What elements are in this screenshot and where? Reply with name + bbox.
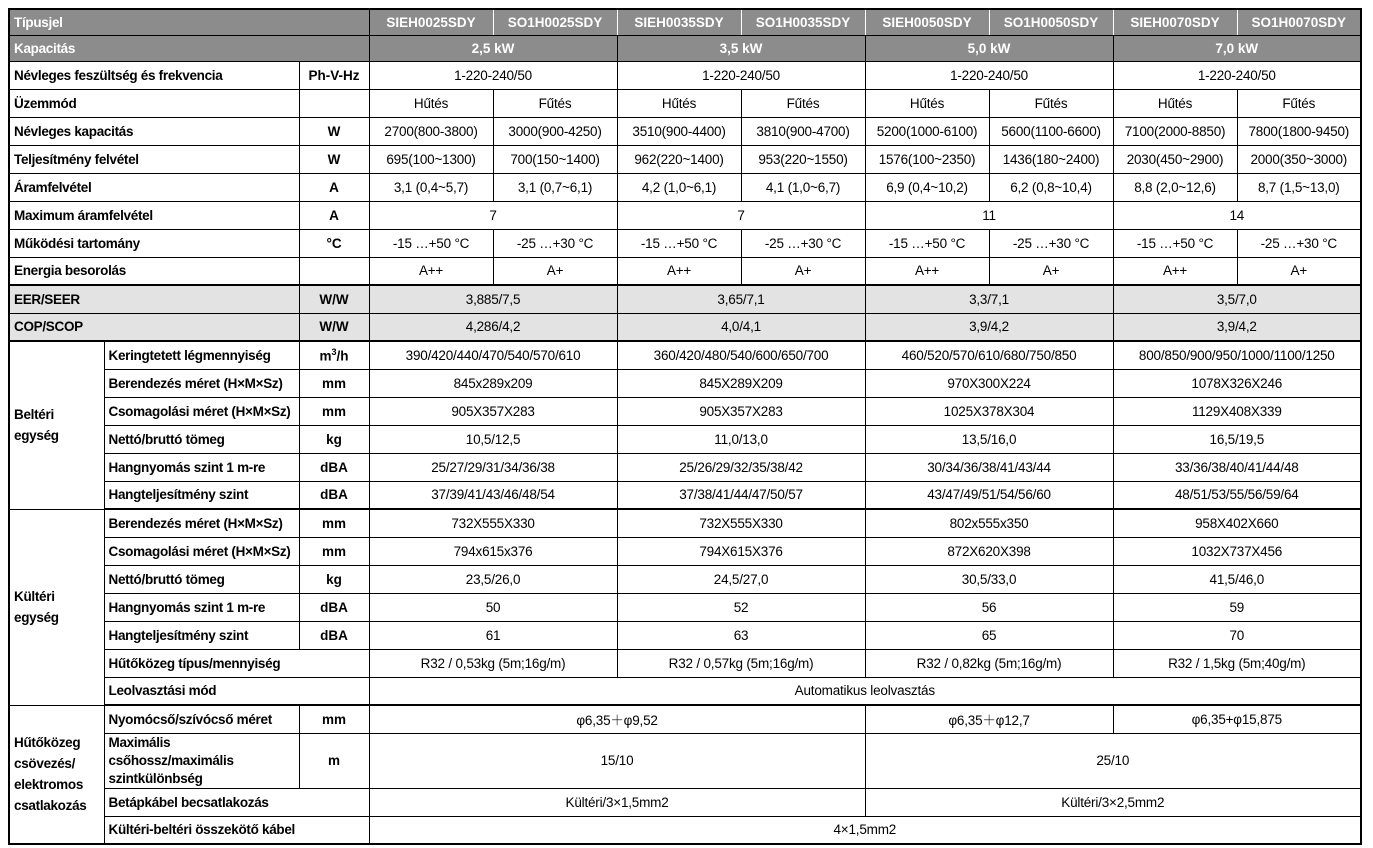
cell-value: 2700(800-3800) (369, 117, 493, 145)
model-name: SIEH0050SDY (865, 9, 989, 35)
table-row (9, 425, 1361, 453)
unit-tail: /h (336, 348, 349, 364)
model-name: SIEH0070SDY (1113, 9, 1237, 35)
row-unit: Ph-V-Hz (299, 61, 369, 89)
cell-value: 30,5/33,0 (865, 565, 1113, 593)
cell-value: 3810(900-4700) (741, 117, 865, 145)
cell-value: 700(150~1400) (493, 145, 617, 173)
cell-value: 4×1,5mm2 (369, 816, 1361, 844)
table-row (9, 369, 1361, 397)
group-label-piping: Hűtőközeg csövezés/ elektromos csatlakozás (9, 705, 104, 844)
row-label: Nyomócső/szívócső méret (104, 705, 299, 733)
cell-value: 390/420/440/470/540/570/610 (369, 341, 617, 369)
table-row (9, 593, 1361, 621)
cell-value: 24,5/27,0 (617, 565, 865, 593)
cell-value: 7 (369, 201, 617, 229)
cell-value: 1078X326X246 (1113, 369, 1361, 397)
row-unit: A (299, 173, 369, 201)
row-label: Betápkábel becsatlakozás (104, 788, 369, 816)
table-row (9, 117, 1361, 145)
row-label: Berendezés méret (H×M×Sz) (104, 509, 299, 537)
cell-value: 15/10 (369, 733, 865, 788)
cell-value: Fűtés (741, 89, 865, 117)
cell-value: R32 / 0,53kg (5m;16g/m) (369, 649, 617, 677)
group-label-indoor: Beltéri egység (9, 341, 104, 509)
row-label: Maximális csőhossz/maximális szintkülönbség (104, 733, 299, 788)
cell-value: 794x615x376 (369, 537, 617, 565)
row-unit: dBA (299, 453, 369, 481)
capacity-row (9, 35, 1361, 61)
cell-value: Automatikus leolvasztás (369, 677, 1361, 705)
model-name: SIEH0025SDY (369, 9, 493, 35)
model-name: SO1H0070SDY (1237, 9, 1361, 35)
cell-value: 800/850/900/950/1000/1100/1250 (1113, 341, 1361, 369)
row-unit: mm (299, 705, 369, 733)
cell-value: -25 …+30 °C (741, 229, 865, 257)
type-label: Típusjel (9, 9, 369, 35)
cell-value: 905X357X283 (369, 397, 617, 425)
cell-value: 25/10 (865, 733, 1361, 788)
row-label: Energia besorolás (9, 257, 299, 285)
table-row (9, 341, 1361, 369)
table-row (9, 229, 1361, 257)
row-label: Csomagolási méret (H×M×Sz) (104, 397, 299, 425)
cell-value: 3,885/7,5 (369, 285, 617, 313)
row-unit (299, 89, 369, 117)
cell-value: 732X555X330 (369, 509, 617, 537)
cell-value: 695(100~1300) (369, 145, 493, 173)
cell-value: 52 (617, 593, 865, 621)
capacity-value: 2,5 kW (369, 35, 617, 61)
table-row (9, 509, 1361, 537)
cell-value: 56 (865, 593, 1113, 621)
cell-value: Hűtés (617, 89, 741, 117)
cell-value: 360/420/480/540/600/650/700 (617, 341, 865, 369)
cell-value: 65 (865, 621, 1113, 649)
row-unit: kg (299, 565, 369, 593)
table-row (9, 649, 1361, 677)
cell-value: 11,0/13,0 (617, 425, 865, 453)
row-label: Névleges kapacitás (9, 117, 299, 145)
cell-value: 70 (1113, 621, 1361, 649)
table-row (9, 677, 1361, 705)
cell-value: A++ (1113, 257, 1237, 285)
capacity-value: 7,0 kW (1113, 35, 1361, 61)
table-row (9, 257, 1361, 285)
row-unit: mm (299, 509, 369, 537)
row-label: Berendezés méret (H×M×Sz) (104, 369, 299, 397)
table-row (9, 481, 1361, 509)
cell-value: 1129X408X339 (1113, 397, 1361, 425)
table-row (9, 173, 1361, 201)
cell-value: 25/26/29/32/35/38/42 (617, 453, 865, 481)
table-row (9, 788, 1361, 816)
cell-value: -15 …+50 °C (369, 229, 493, 257)
cell-value: -25 …+30 °C (493, 229, 617, 257)
cell-value: 11 (865, 201, 1113, 229)
row-label: COP/SCOP (9, 313, 299, 341)
row-unit (299, 341, 369, 369)
table-row (9, 61, 1361, 89)
cell-value: A+ (493, 257, 617, 285)
row-unit: W/W (299, 313, 369, 341)
row-unit: dBA (299, 481, 369, 509)
cell-value: 48/51/53/55/56/59/64 (1113, 481, 1361, 509)
cell-value: 1-220-240/50 (865, 61, 1113, 89)
table-row (9, 285, 1361, 313)
cell-value: R32 / 1,5kg (5m;40g/m) (1113, 649, 1361, 677)
cell-value: Hűtés (369, 89, 493, 117)
row-unit: dBA (299, 621, 369, 649)
table-row (9, 313, 1361, 341)
cell-value: R32 / 0,82kg (5m;16g/m) (865, 649, 1113, 677)
row-label: Leolvasztási mód (104, 677, 369, 705)
cell-value: A++ (865, 257, 989, 285)
row-label: Hangteljesítmény szint (104, 481, 299, 509)
cell-value: 1-220-240/50 (369, 61, 617, 89)
row-label: Névleges feszültség és frekvencia (9, 61, 299, 89)
cell-value: 10,5/12,5 (369, 425, 617, 453)
row-label: Keringtetett légmennyiség (104, 341, 299, 369)
cell-value: 732X555X330 (617, 509, 865, 537)
cell-value: 6,9 (0,4~10,2) (865, 173, 989, 201)
row-unit: A (299, 201, 369, 229)
model-name: SO1H0025SDY (493, 9, 617, 35)
cell-value: 30/34/36/38/41/43/44 (865, 453, 1113, 481)
table-row (9, 453, 1361, 481)
row-label: Kültéri-beltéri összekötő kábel (104, 816, 369, 844)
cell-value: 1032X737X456 (1113, 537, 1361, 565)
cell-value: 1576(100~2350) (865, 145, 989, 173)
model-row (9, 9, 1361, 35)
table-row (9, 816, 1361, 844)
cell-value: 6,2 (0,8~10,4) (989, 173, 1113, 201)
cell-value: -25 …+30 °C (1237, 229, 1361, 257)
cell-value: 14 (1113, 201, 1361, 229)
cell-value: 3,1 (0,7~6,1) (493, 173, 617, 201)
cell-value: 2030(450~2900) (1113, 145, 1237, 173)
capacity-value: 3,5 kW (617, 35, 865, 61)
row-unit: kg (299, 425, 369, 453)
cell-value: 1-220-240/50 (617, 61, 865, 89)
cell-value: 802x555x350 (865, 509, 1113, 537)
unit-superscript: 3 (331, 347, 337, 357)
model-name: SIEH0035SDY (617, 9, 741, 35)
cell-value: 3,3/7,1 (865, 285, 1113, 313)
model-name: SO1H0035SDY (741, 9, 865, 35)
cell-value: 953(220~1550) (741, 145, 865, 173)
cell-value: 13,5/16,0 (865, 425, 1113, 453)
cell-value: A++ (369, 257, 493, 285)
cell-value: 16,5/19,5 (1113, 425, 1361, 453)
table-row (9, 397, 1361, 425)
model-name: SO1H0050SDY (989, 9, 1113, 35)
cell-value: 61 (369, 621, 617, 649)
cell-value: 970X300X224 (865, 369, 1113, 397)
table-row (9, 537, 1361, 565)
cell-value: Kültéri/3×2,5mm2 (865, 788, 1361, 816)
cell-value: 43/47/49/51/54/56/60 (865, 481, 1113, 509)
cell-value: 4,286/4,2 (369, 313, 617, 341)
cell-value: 845X289X209 (617, 369, 865, 397)
row-label: Áramfelvétel (9, 173, 299, 201)
cell-value: φ6,35＋φ9,52 (369, 705, 865, 733)
cell-value: 37/38/41/44/47/50/57 (617, 481, 865, 509)
cell-value: A+ (741, 257, 865, 285)
cell-value: 59 (1113, 593, 1361, 621)
row-unit: mm (299, 537, 369, 565)
table-row (9, 201, 1361, 229)
table-row (9, 621, 1361, 649)
row-unit: W (299, 117, 369, 145)
table-row (9, 89, 1361, 117)
cell-value: 33/36/38/40/41/44/48 (1113, 453, 1361, 481)
cell-value: 5200(1000-6100) (865, 117, 989, 145)
cell-value: 37/39/41/43/46/48/54 (369, 481, 617, 509)
capacity-label: Kapacitás (9, 35, 369, 61)
cell-value: 25/27/29/31/34/36/38 (369, 453, 617, 481)
cell-value: -25 …+30 °C (989, 229, 1113, 257)
cell-value: 1436(180~2400) (989, 145, 1113, 173)
cell-value: 1025X378X304 (865, 397, 1113, 425)
cell-value: 1-220-240/50 (1113, 61, 1361, 89)
cell-value: -15 …+50 °C (1113, 229, 1237, 257)
row-label: Teljesítmény felvétel (9, 145, 299, 173)
row-unit: W (299, 145, 369, 173)
table-row (9, 733, 1361, 788)
spec-table (8, 8, 1362, 845)
unit-base: m (319, 348, 332, 364)
row-unit: mm (299, 397, 369, 425)
cell-value: 3,5/7,0 (1113, 285, 1361, 313)
row-unit (299, 257, 369, 285)
row-unit: °C (299, 229, 369, 257)
cell-value: 845x289x209 (369, 369, 617, 397)
cell-value: 794X615X376 (617, 537, 865, 565)
group-label-outdoor: Kültéri egység (9, 509, 104, 705)
cell-value: 905X357X283 (617, 397, 865, 425)
cell-value: 958X402X660 (1113, 509, 1361, 537)
cell-value: 8,7 (1,5~13,0) (1237, 173, 1361, 201)
cell-value: A++ (617, 257, 741, 285)
cell-value: A+ (989, 257, 1113, 285)
row-unit: W/W (299, 285, 369, 313)
table-row (9, 565, 1361, 593)
cell-value: 41,5/46,0 (1113, 565, 1361, 593)
cell-value: 4,1 (1,0~6,7) (741, 173, 865, 201)
row-label: Csomagolási méret (H×M×Sz) (104, 537, 299, 565)
cell-value: 8,8 (2,0~12,6) (1113, 173, 1237, 201)
cell-value: 962(220~1400) (617, 145, 741, 173)
cell-value: 460/520/570/610/680/750/850 (865, 341, 1113, 369)
cell-value: 3,9/4,2 (1113, 313, 1361, 341)
row-label: Nettó/bruttó tömeg (104, 565, 299, 593)
cell-value: 5600(1100-6600) (989, 117, 1113, 145)
cell-value: 7100(2000-8850) (1113, 117, 1237, 145)
row-label: Hangteljesítmény szint (104, 621, 299, 649)
cell-value: 4,0/4,1 (617, 313, 865, 341)
row-label: Hangnyomás szint 1 m-re (104, 593, 299, 621)
row-label: Hűtőközeg típus/mennyiség (104, 649, 369, 677)
cell-value: Fűtés (989, 89, 1113, 117)
capacity-value: 5,0 kW (865, 35, 1113, 61)
cell-value: R32 / 0,57kg (5m;16g/m) (617, 649, 865, 677)
cell-value: 4,2 (1,0~6,1) (617, 173, 741, 201)
row-unit: dBA (299, 593, 369, 621)
table-row (9, 145, 1361, 173)
cell-value: 2000(350~3000) (1237, 145, 1361, 173)
cell-value: 50 (369, 593, 617, 621)
row-label: Üzemmód (9, 89, 299, 117)
cell-value: φ6,35+φ15,875 (1113, 705, 1361, 733)
cell-value: 63 (617, 621, 865, 649)
cell-value: 3,65/7,1 (617, 285, 865, 313)
row-unit: mm (299, 369, 369, 397)
cell-value: 3000(900-4250) (493, 117, 617, 145)
row-label: Hangnyomás szint 1 m-re (104, 453, 299, 481)
cell-value: 7 (617, 201, 865, 229)
cell-value: 3,1 (0,4~5,7) (369, 173, 493, 201)
cell-value: -15 …+50 °C (865, 229, 989, 257)
cell-value: Fűtés (1237, 89, 1361, 117)
cell-value: 872X620X398 (865, 537, 1113, 565)
cell-value: -15 …+50 °C (617, 229, 741, 257)
table-row (9, 705, 1361, 733)
cell-value: 7800(1800-9450) (1237, 117, 1361, 145)
cell-value: Hűtés (865, 89, 989, 117)
row-label: Maximum áramfelvétel (9, 201, 299, 229)
cell-value: 23,5/26,0 (369, 565, 617, 593)
cell-value: Fűtés (493, 89, 617, 117)
row-label: Működési tartomány (9, 229, 299, 257)
cell-value: A+ (1237, 257, 1361, 285)
cell-value: Hűtés (1113, 89, 1237, 117)
cell-value: 3,9/4,2 (865, 313, 1113, 341)
row-label: Nettó/bruttó tömeg (104, 425, 299, 453)
row-label: EER/SEER (9, 285, 299, 313)
row-unit: m (299, 733, 369, 788)
cell-value: φ6,35＋φ12,7 (865, 705, 1113, 733)
cell-value: Kültéri/3×1,5mm2 (369, 788, 865, 816)
cell-value: 3510(900-4400) (617, 117, 741, 145)
